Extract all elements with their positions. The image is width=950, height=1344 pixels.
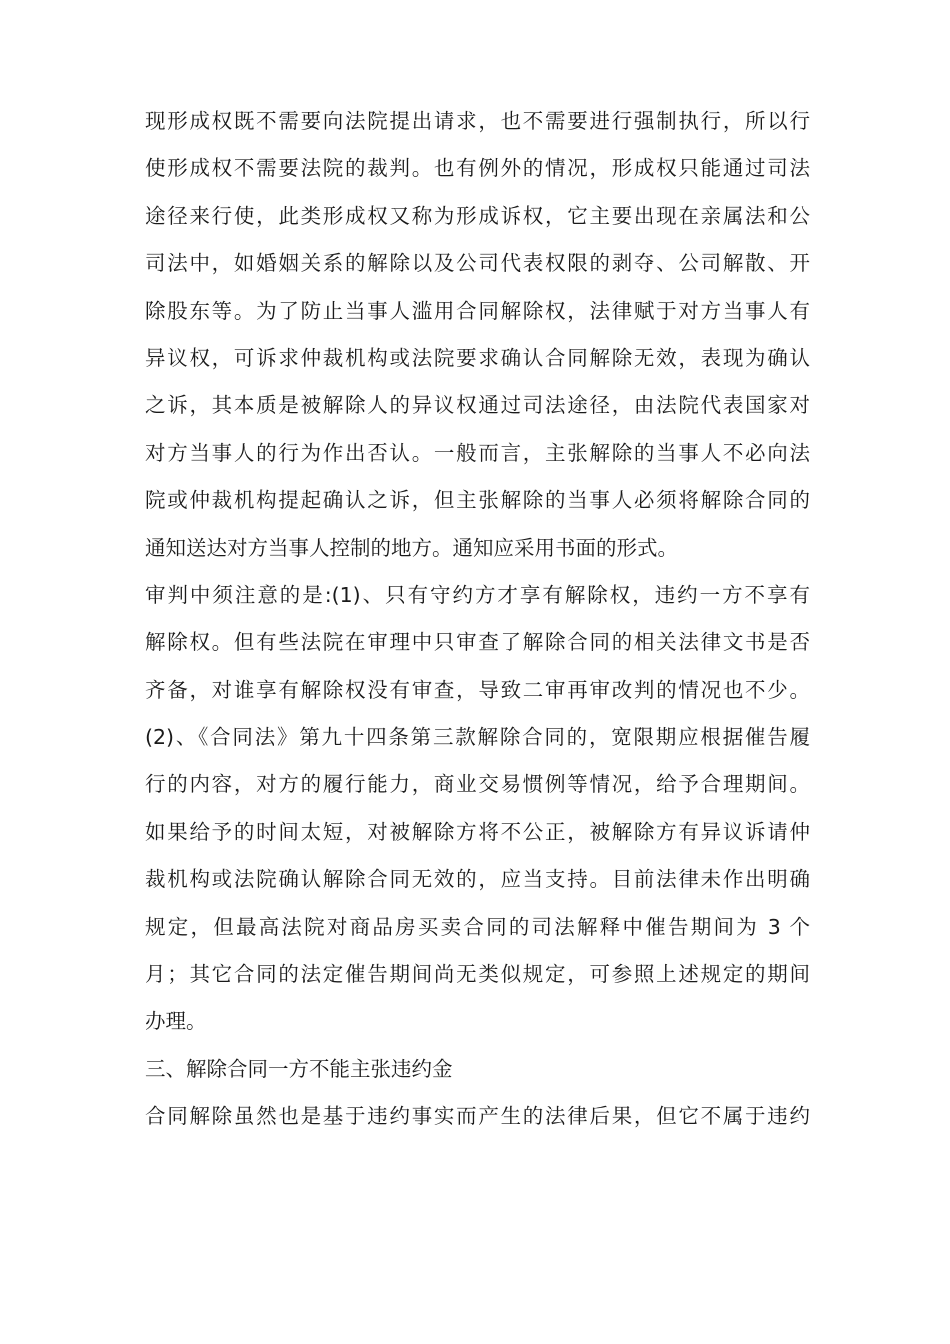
text-line: 现形成权既不需要向法院提出请求，也不需要进行强制执行，所以行 xyxy=(145,109,810,133)
text-line: 异议权，可诉求仲裁机构或法院要求确认合同解除无效，表现为确认 xyxy=(145,345,810,370)
text-line: 通知送达对方当事人控制的地方。通知应采用书面的形式。 xyxy=(145,535,678,560)
text-line: 如果给予的时间太短，对被解除方将不公正，被解除方有异议诉请仲 xyxy=(145,819,810,844)
text-line: 对方当事人的行为作出否认。一般而言，主张解除的当事人不必向法 xyxy=(145,440,810,465)
section-heading: 三、解除合同一方不能主张违约金 xyxy=(145,1056,453,1081)
text-line: 之诉，其本质是被解除人的异议权通过司法途径，由法院代表国家对 xyxy=(145,393,810,418)
text-line: 途径来行使，此类形成权又称为形成诉权，它主要出现在亲属法和公 xyxy=(145,203,810,228)
text-line: 规定，但最高法院对商品房买卖合同的司法解释中催告期间为 3 个 xyxy=(145,914,810,939)
text-line: 行的内容，对方的履行能力，商业交易惯例等情况，给予合理期间。 xyxy=(145,772,810,797)
text-line: (2)、《合同法》第九十四条第三款解除合同的，宽限期应根据催告履 xyxy=(145,725,810,750)
text-line: 院或仲裁机构提起确认之诉，但主张解除的当事人必须将解除合同的 xyxy=(145,488,810,513)
text-line: 审判中须注意的是:(1)、只有守约方才享有解除权，违约一方不享有 xyxy=(145,582,810,607)
text-line: 合同解除虽然也是基于违约事实而产生的法律后果，但它不属于违约 xyxy=(145,1104,810,1129)
text-line: 除股东等。为了防止当事人滥用合同解除权，法律赋于对方当事人有 xyxy=(145,298,810,323)
text-line: 办理。 xyxy=(145,1009,207,1034)
text-line: 司法中，如婚姻关系的解除以及公司代表权限的剥夺、公司解散、开 xyxy=(145,251,810,276)
text-line: 月；其它合同的法定催告期间尚无类似规定，可参照上述规定的期间 xyxy=(145,962,810,987)
document-body xyxy=(145,98,810,1141)
text-line: 齐备，对谁享有解除权没有审查，导致二审再审改判的情况也不少。 xyxy=(145,677,810,702)
text-line: 裁机构或法院确认解除合同无效的，应当支持。目前法律未作出明确 xyxy=(145,867,810,892)
text-line: 使形成权不需要法院的裁判。也有例外的情况，形成权只能通过司法 xyxy=(145,156,810,181)
text-line: 解除权。但有些法院在审理中只审查了解除合同的相关法律文书是否 xyxy=(145,630,810,655)
